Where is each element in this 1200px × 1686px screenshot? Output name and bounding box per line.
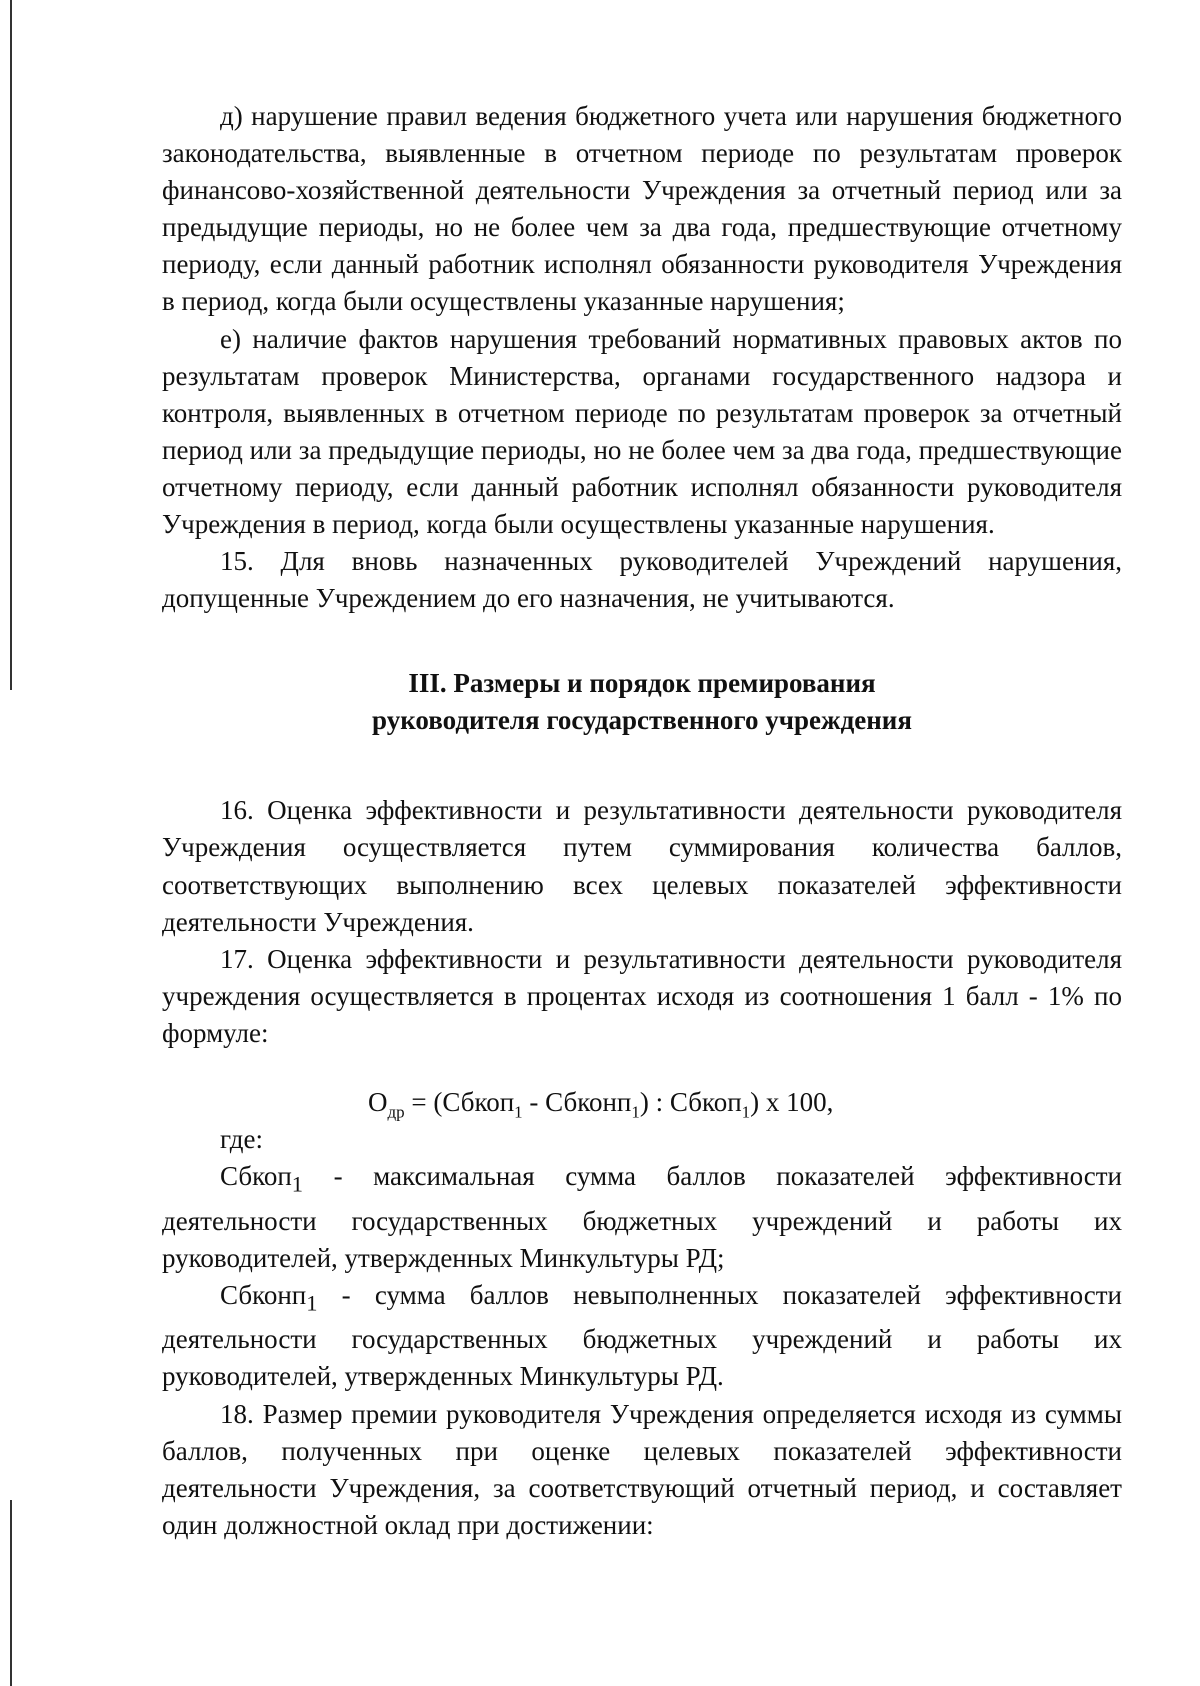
- definition-sbkonp: [162, 1277, 1122, 1396]
- section-heading-line-2: руководителя государственного учреждения: [372, 705, 912, 736]
- paragraph-17: 17. Оценка эффективности и результативности деятельности руководителя учреждения осуществляется в процентах исходя из соотношения 1 балл - 1% по формуле:: [162, 943, 1122, 1048]
- formula-lhs-sub: др: [387, 1102, 405, 1122]
- definition-term: Сбкоп: [220, 1161, 292, 1192]
- definition-term-sub: 1: [306, 1290, 318, 1316]
- definition-term-sub: 1: [291, 1171, 304, 1197]
- paragraph-18: 18. Размер премии руководителя Учреждения определяется исходя из суммы баллов, полученных при оценке целевых показателей эффективности деятельности Учреждения, за соответствующий отчетный период, и составляет один должностной оклад при достижении:: [162, 1398, 1122, 1540]
- paragraph-item-e: е) наличие фактов нарушения требований нормативных правовых актов по результатам проверок Министерства, органами государственного надзора и контроля, выявленных в отчетном периоде по результатам проверок за отчетный период или за предыдущие периоды, но не более чем за два года, предшествующие отчетному периоду, если данный работник исполнял обязанности руководителя Учреждения в период, когда были осуществлены указанные нарушения.: [162, 323, 1122, 540]
- scan-edge-line-top: [10, 0, 12, 690]
- formula-sub-3: 1: [741, 1102, 751, 1122]
- section-heading: [162, 665, 1122, 739]
- where-label: где:: [220, 1124, 263, 1155]
- formula-part-3: ) : Сбкоп: [639, 1086, 742, 1117]
- formula-part-1: = (Сбкоп: [404, 1086, 515, 1117]
- paragraph-item-d: д) нарушение правил ведения бюджетного учета или нарушения бюджетного законодательства, выявленные в отчетном периоде по результатам проверок финансово-хозяйственной деятельности Учреждения за отчетный период или за предыдущие периоды, но не более чем за два года, предшествующие отчетному периоду, если данный работник исполнял обязанности руководителя Учреждения в период, когда были осуществлены указанные нарушения;: [162, 101, 1122, 317]
- definition-term: Сбконп: [220, 1279, 307, 1310]
- scan-edge-line-bottom: [10, 1500, 12, 1686]
- formula-lhs: О: [368, 1086, 388, 1117]
- formula: [162, 1084, 1122, 1121]
- formula-sub-1: 1: [514, 1102, 523, 1122]
- formula-part-2: - Сбконп: [522, 1086, 632, 1117]
- formula-sub-2: 1: [631, 1102, 640, 1122]
- definition-text: - сумма баллов невыполненных показателей эффективности деятельности государственных бюджетных учреждений и работы их руководителей, утвержденных Минкультуры РД.: [162, 1279, 1122, 1392]
- formula-part-4: ) х 100,: [750, 1086, 834, 1117]
- paragraph-16: 16. Оценка эффективности и результативности деятельности руководителя Учреждения осуществляется путем суммирования количества баллов, соответствующих выполнению всех целевых показателей эффективности деятельности Учреждения.: [162, 795, 1122, 937]
- section-heading-line-1: III. Размеры и порядок премирования: [408, 668, 876, 699]
- document-page: [162, 98, 1122, 1544]
- definition-text: - максимальная сумма баллов показателей эффективности деятельности государственных бюджетных учреждений и работы их руководителей, утвержденных Минкультуры РД;: [162, 1161, 1122, 1273]
- paragraph-15: 15. Для вновь назначенных руководителей Учреждений нарушения, допущенные Учреждением до его назначения, не учитываются.: [162, 546, 1122, 614]
- definition-sbkop: [162, 1158, 1122, 1277]
